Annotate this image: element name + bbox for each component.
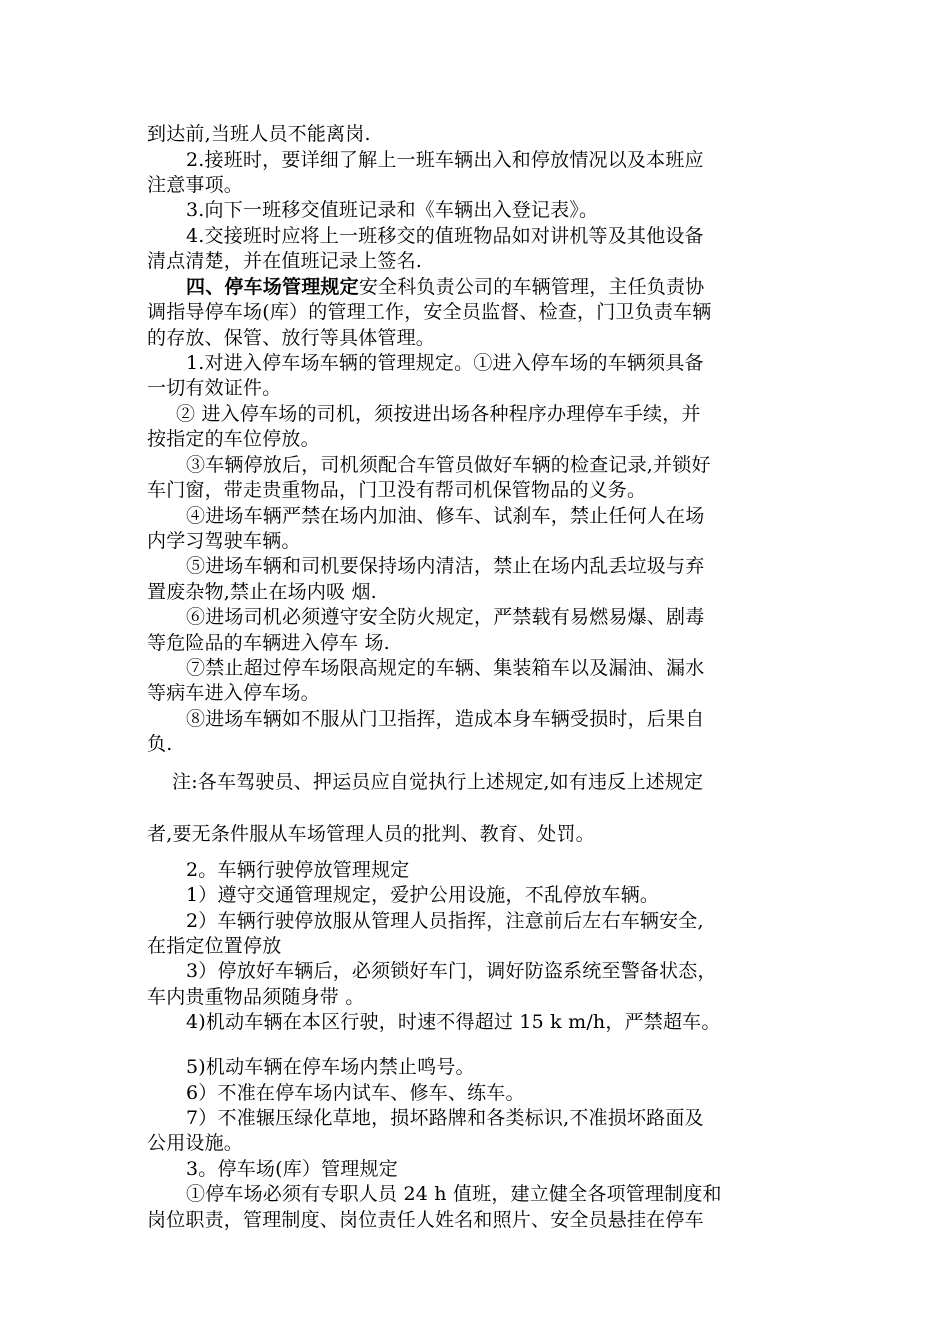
text-line: 的存放、保管、放行等具体管理。 [147,327,436,349]
text-line: 5)机动车辆在停车场内禁止鸣号。 [186,1056,475,1078]
text-line: 内学习驾驶车辆。 [147,530,301,552]
text-line: 在指定位置停放 [147,935,282,957]
text-line: 负. [147,733,173,755]
text-line: ①停车场必须有专职人员 24 h 值班，建立健全各项管理制度和 [186,1183,722,1205]
text-line: 1.对进入停车场车辆的管理规定。①进入停车场的车辆须具备 [186,352,704,374]
text-line: 2）车辆行驶停放服从管理人员指挥，注意前后左右车辆安全, [186,910,704,932]
text-line: ④进场车辆严禁在场内加油、修车、试刹车，禁止任何人在场 [186,505,705,527]
text-line: 一切有效证件。 [147,377,282,399]
text-line: ⑥进场司机必须遵守安全防火规定，严禁载有易燃易爆、剧毒 [186,606,705,628]
note-line: 者,要无条件服从车场管理人员的批判、教育、处罚。 [147,823,595,845]
text-line: 4.交接班时应将上一班移交的值班物品如对讲机等及其他设备 [186,225,704,247]
text-line: 调指导停车场(库）的管理工作，安全员监督、检查，门卫负责车辆 [147,301,712,323]
section-paragraph-first-line [186,274,704,300]
text-line: 车内贵重物品须随身带 。 [147,986,365,1008]
text-line: ⑤进场车辆和司机要保持场内清洁，禁止在场内乱丢垃圾与弃 [186,555,705,577]
text-line: 按指定的车位停放。 [147,428,320,450]
text-line: 3.向下一班移交值班记录和《车辆出入登记表》。 [186,199,599,221]
text-line: 等危险品的车辆进入停车 场. [147,632,390,654]
text-line: ③车辆停放后，司机须配合车管员做好车辆的检查记录,并锁好 [186,454,711,476]
text-line: 岗位职责，管理制度、岗位责任人姓名和照片、安全员悬挂在停车 [147,1209,704,1231]
text-line: 置废杂物,禁止在场内吸 烟. [147,581,377,603]
text-line: 3。停车场(库）管理规定 [186,1158,398,1180]
text-line: 到达前,当班人员不能离岗. [147,123,371,145]
text-line: ② 进入停车场的司机，须按进出场各种程序办理停车手续，并 [176,403,701,425]
text-line: 4)机动车辆在本区行驶，时速不得超过 15 k m/h，严禁超车。 [186,1011,721,1033]
text-line: 安全科负责公司的车辆管理，主任负责协 [358,276,705,298]
section-heading: 四、停车场管理规定 [186,276,359,298]
text-line: 注意事项。 [147,174,244,196]
text-line: 公用设施。 [147,1132,244,1154]
text-line: 2.接班时，要详细了解上一班车辆出入和停放情况以及本班应 [186,149,704,171]
text-line: 1）遵守交通管理规定，爱护公用设施，不乱停放车辆。 [186,884,660,906]
text-line: ⑧进场车辆如不服从门卫指挥，造成本身车辆受损时，后果自 [186,708,705,730]
text-line: 清点清楚，并在值班记录上签名. [147,250,423,272]
text-line: 2。车辆行驶停放管理规定 [186,859,410,881]
text-line: 3）停放好车辆后，必须锁好车门，调好防盗系统至警备状态， [186,960,717,982]
text-line: 等病车进入停车场。 [147,682,320,704]
text-line: 6）不准在停车场内试车、修车、练车。 [186,1082,525,1104]
text-line: ⑦禁止超过停车场限高规定的车辆、集装箱车以及漏油、漏水 [186,657,705,679]
text-line: 车门窗，带走贵重物品，门卫没有帮司机保管物品的义务。 [147,479,647,501]
text-line: 7）不准辗压绿化草地，损坏路牌和各类标识,不准损坏路面及 [186,1107,704,1129]
note-line: 注:各车驾驶员、押运员应自觉执行上述规定,如有违反上述规定 [172,771,704,793]
